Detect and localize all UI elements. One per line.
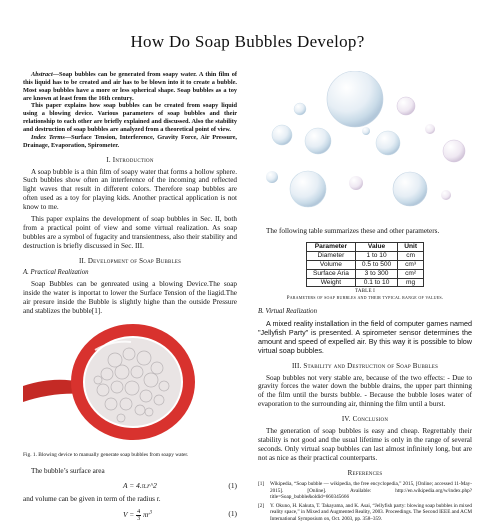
- table-header-row: [306, 242, 423, 251]
- intro-paragraph-2: This paper explains the development of soap bubbles in Sec. II, both from a practical point of view and some virtual realization. As soap bubbles are a symbol of fugacity and transientness, also their stability and destruction is briefly discussed in Sec. III.: [23, 215, 237, 250]
- reference-number: [1]: [258, 480, 265, 487]
- column-header: Parameter: [306, 242, 355, 251]
- intro-paragraph-1: A soap bubble is a thin film of soapy water that forms a hollow sphere. Such bubbles show often an interference of the incoming and reflected light waves that result in different colors. Therefore soap bubbles are often used as a toy for playing kids. Another practical application is not know to me.: [23, 167, 237, 212]
- table-cell: Diameter: [306, 251, 355, 260]
- equation-surface-area: [23, 479, 237, 495]
- volume-text: and volume can be given in term of the radius r.: [23, 494, 161, 503]
- abstract-label: Abstract: [31, 71, 53, 78]
- figure-blowing-device: [23, 320, 237, 446]
- surface-area-text: The bubble’s surface area: [31, 466, 105, 475]
- section-heading-stability: III. Stability and Destruction of Soap Bubbles: [291, 361, 439, 370]
- virtual-paragraph: A mixed reality installation in the field of computer games named "Jellyfish Party" is presented. A spirometer sensor determines the amount and speed of expelled air. By this way it is possible to blow virtual soap bubbles.: [258, 318, 472, 355]
- reference-text: Y. Okuno, H. Kakuta, T. Takayama, and K. Asai, “Jellyfish party: blowing soap bubbles in mixed reality space,” in Mixed and Augmented Reality, 2003. Proceedings. The Second IEEE and ACM International Symposium on, Oct. 2003, pp. 358–359.: [270, 502, 472, 523]
- index-terms-label: Index Terms: [31, 133, 65, 141]
- bubble-blowing-device-image: [23, 320, 237, 446]
- abstract-paragraph-2: This paper explains how soap bubbles can be created from soapy liquid using a blowing device. Various parameters of soap bubbles and their relationship to each other are briefly explained and discussed. Also the stability and destruction of soap bubbles are analyzed from a theoretical point of view.: [23, 102, 237, 134]
- reference-number: [2]: [258, 502, 265, 509]
- abstract-text: —Soap bubbles can be generated from soapy water. A thin film of this liquid has to be created and air has to be blown into it to create a bubble. Most soap bubbles have a more or less spherical shape. Soap bubbles as a toy are known at least from the 16th century.: [23, 71, 237, 102]
- table-cell: 1 to 10: [355, 251, 397, 260]
- fraction: 4 3: [137, 508, 141, 522]
- equation-1: A = 4.π.r^2: [123, 480, 157, 490]
- soap-bubbles-image: [258, 71, 472, 221]
- table-row: [306, 251, 423, 260]
- index-terms: [23, 134, 237, 150]
- table-row: [306, 260, 423, 269]
- realization-paragraph: Soap Bubbles can be genreated using a blowing Device.The soap inside the water is inportat to lower the Surface Tension of the liagid.The air presure inside the Bubble is slightly highe than the outside Pressure and stablizes the bubble[1].: [23, 280, 237, 316]
- table-intro: The following table summarizes these and other parameters.: [266, 227, 440, 235]
- equation-2-lhs: V =: [123, 509, 135, 519]
- section-heading-introduction: I. Introduction: [106, 155, 154, 164]
- table-caption: [258, 289, 472, 302]
- table-cell: cm²: [398, 269, 424, 278]
- equation-2-number: (1): [228, 508, 237, 518]
- table-cell: cm³: [398, 260, 424, 269]
- subsection-heading-virtual: B. Virtual Realization: [258, 308, 317, 316]
- equation-volume: [23, 507, 237, 527]
- abstract: [23, 71, 237, 102]
- subsection-heading-practical: A. Practical Realization: [23, 268, 89, 276]
- section-heading-references: References: [347, 468, 383, 477]
- reference-item: [258, 481, 472, 501]
- table-cell: Volume: [306, 260, 355, 269]
- equation-1-number: (1): [228, 480, 237, 490]
- soap-bubbles-photo: [258, 71, 472, 221]
- right-column: [258, 71, 472, 525]
- left-column: [23, 71, 237, 527]
- table-cell: 0.1 to 10: [355, 278, 397, 287]
- table-cell: 0.5 to 500: [355, 260, 397, 269]
- index-terms-text: —Surface Tension, Interference, Gravity Force, Air Pressure, Drainage, Evaporation, Spirometer.: [23, 133, 238, 149]
- table-caption-text: Parameters of soap bubbles and their typical range of values.: [286, 295, 444, 301]
- table-cell: 3 to 300: [355, 269, 397, 278]
- reference-text: Wikipedia, “Soap bubble — wikipedia, the free encyclopedia,” 2015, [Online; accessed 11-May-2015]. [Online]. Available: http://en.wikipedia.org/w/index.php?title=Soap_bubble&oldid=660345666: [270, 480, 472, 501]
- section-heading-conclusion: IV. Conclusion: [341, 415, 389, 424]
- conclusion-paragraph: The generation of soap bubbles is easy and cheap. Regrettably their stability is not good and the usual lifetime is only in the range of several seconds. Only virtual soap bubbles can last almost infinitely long, but are not as nice as their practical counterparts.: [258, 427, 472, 462]
- table-row: [306, 269, 423, 278]
- paper-title: How Do Soap Bubbles Develop?: [130, 32, 365, 51]
- section-heading-development: II. Development of Soap Bubbles: [78, 256, 182, 265]
- reference-list: [258, 481, 472, 523]
- table-row: [306, 278, 423, 287]
- table-caption-label: TABLE I: [354, 289, 376, 295]
- parameters-table: [306, 242, 424, 288]
- figure-caption: Fig. 1. Blowing device to manually generate soap bubbles from soapy water.: [23, 452, 189, 459]
- column-header: Unit: [398, 242, 424, 251]
- reference-item: [258, 503, 472, 523]
- table-cell: cm: [398, 251, 424, 260]
- table-cell: mg: [398, 278, 424, 287]
- stability-paragraph: Soap bubbles not very stable are, because of the two effects: - Due to gravity forces the water down the bubble drains, the upper part thinning of the film until the bursts bubble. - Because the bubble loses water of evaporation to the surrounding air, thinning the film until a burst.: [258, 373, 472, 409]
- column-header: Value: [355, 242, 397, 251]
- table-cell: Surface Aria: [306, 269, 355, 278]
- equation-2: V = 4 3 $\pi r^3$: [123, 508, 153, 522]
- table-cell: Weight: [306, 278, 355, 287]
